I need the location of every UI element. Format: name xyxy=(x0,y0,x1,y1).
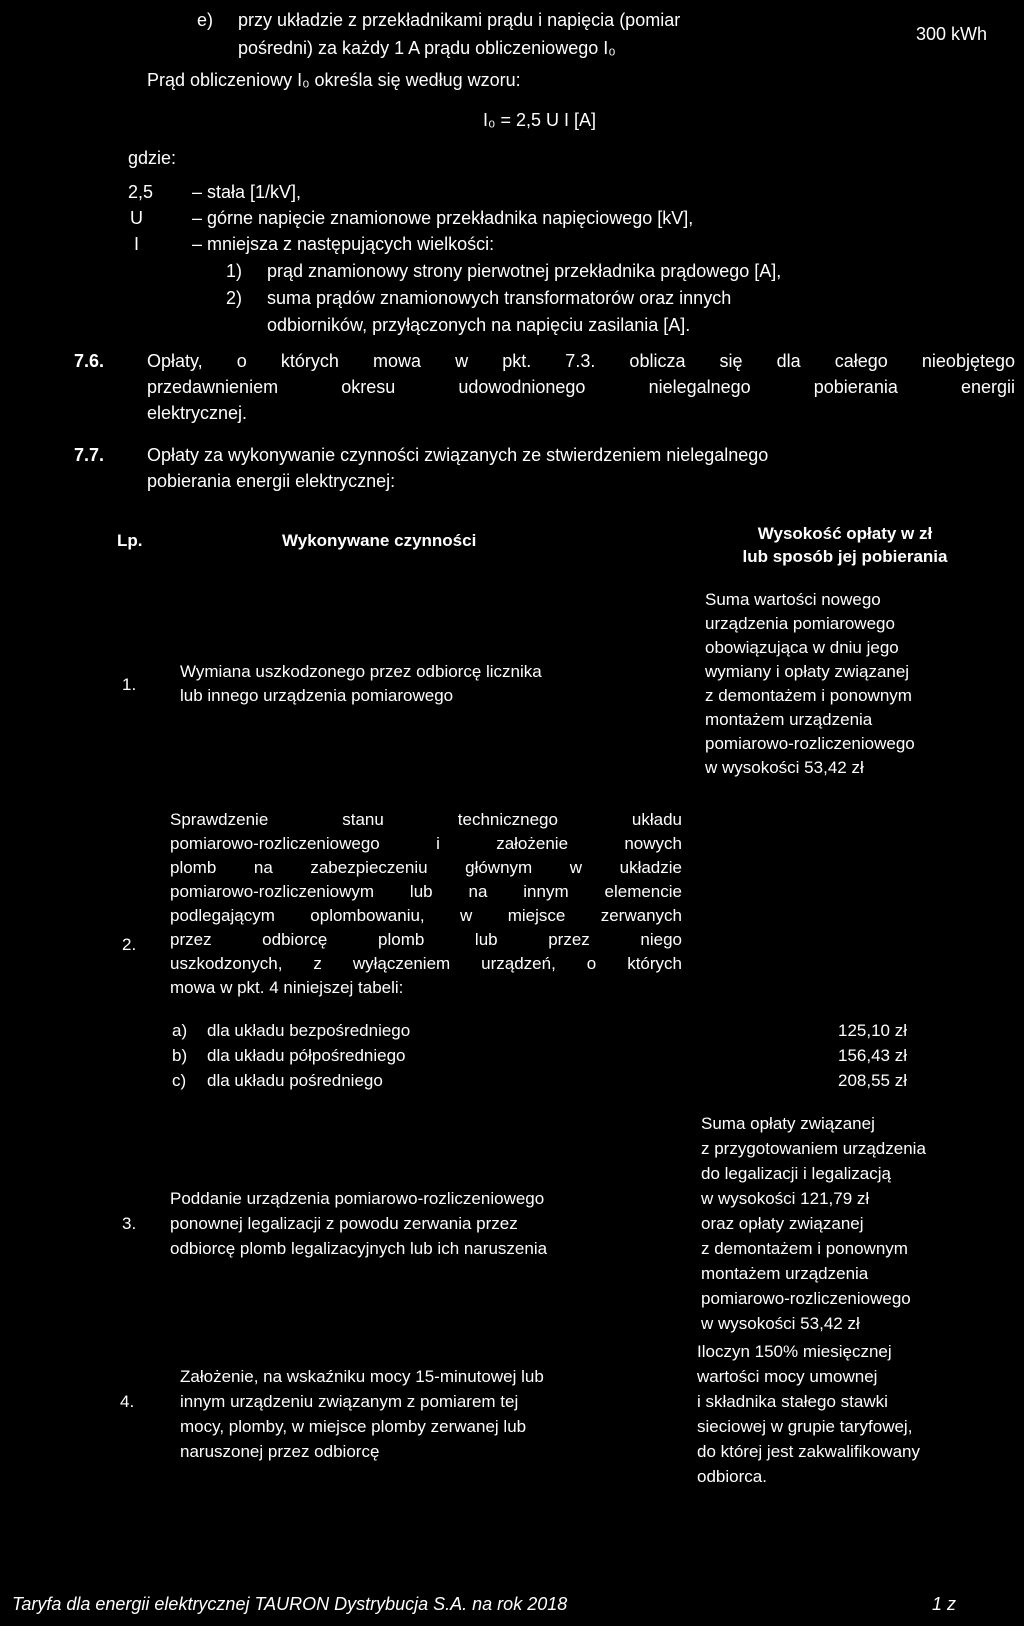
footer-title: Taryfa dla energii elektrycznej TAURON Dystrybucja S.A. na rok 2018 xyxy=(12,1594,568,1614)
row2-sub-b-text: dla układu półpośredniego xyxy=(207,1046,406,1065)
row4-fee-line: Iloczyn 150% miesięcznej xyxy=(697,1342,892,1361)
row2-sub-b-marker: b) xyxy=(172,1046,188,1065)
row4-lp: 4. xyxy=(120,1392,135,1411)
table-header-fee-line1: Wysokość opłaty w zł xyxy=(757,524,933,543)
row1-fee-line: pomiarowo-rozliczeniowego xyxy=(705,734,915,753)
row4-fee-line: odbiorca. xyxy=(697,1467,767,1486)
row1-fee-line: z demontażem i ponownym xyxy=(705,686,912,705)
def-sym-i: I xyxy=(134,234,140,254)
def-text-stala: – stała [1/kV], xyxy=(192,182,302,202)
row2-action-line: uszkodzonych, z wyłączeniem urządzeń, o których xyxy=(170,954,682,973)
def-sym-u: U xyxy=(130,208,143,228)
def-sym-stala: 2,5 xyxy=(128,182,154,202)
formula-intro: Prąd obliczeniowy I₀ określa się według wzoru: xyxy=(147,70,521,90)
row4-fee-line: sieciowej w grupie taryfowej, xyxy=(697,1417,913,1436)
row3-action-line: Poddanie urządzenia pomiarowo-rozliczeniowego xyxy=(170,1189,545,1208)
row3-fee-line: w wysokości 121,79 zł xyxy=(701,1189,870,1208)
row1-fee-line: Suma wartości nowego xyxy=(705,590,881,609)
row3-action-line: odbiorcę plomb legalizacyjnych lub ich naruszenia xyxy=(170,1239,548,1258)
row2-sub-a-marker: a) xyxy=(172,1021,188,1040)
p76-line1: Opłaty, o których mowa w pkt. 7.3. oblicza się dla całego nieobjętego xyxy=(147,351,1015,371)
def-text-u: – górne napięcie znamionowe przekładnika napięciowego [kV], xyxy=(192,208,694,228)
table-header-lp: Lp. xyxy=(117,531,143,550)
row2-action-line: Sprawdzenie stanu technicznego układu xyxy=(170,810,682,829)
row3-action-line: ponownej legalizacji z powodu zerwania przez xyxy=(170,1214,518,1233)
row4-fee-line: do której jest zakwalifikowany xyxy=(697,1442,920,1461)
row2-action-line: pomiarowo-rozliczeniowego i założenie nowych xyxy=(170,834,682,853)
item-e-value: 300 kWh xyxy=(916,24,988,44)
row3-fee-line: do legalizacji i legalizacją xyxy=(701,1164,891,1183)
row1-fee-line: obowiązująca w dniu jego xyxy=(705,638,899,657)
sub1-marker: 1) xyxy=(226,261,243,281)
row2-sub-a-text: dla układu bezpośredniego xyxy=(207,1021,411,1040)
row2-action-line: pomiarowo-rozliczeniowym lub na innym elemencie xyxy=(170,882,682,901)
row1-lp: 1. xyxy=(122,675,137,694)
row2-action-line: plomb na zabezpieczeniu głównym w układzie xyxy=(170,858,682,877)
row3-fee-line: Suma opłaty związanej xyxy=(701,1114,875,1133)
sub2-marker: 2) xyxy=(226,288,243,308)
row1-action-line: lub innego urządzenia pomiarowego xyxy=(180,686,454,705)
row2-sub-a-value: 125,10 zł xyxy=(838,1021,907,1040)
p76-line3: elektrycznej. xyxy=(147,403,248,423)
row3-fee-line: montażem urządzenia xyxy=(701,1264,869,1283)
table-header-fee-line2: lub sposób jej pobierania xyxy=(742,547,948,566)
row1-fee-line: montażem urządzenia xyxy=(705,710,873,729)
row2-action-line: podlegającym oplombowaniu, w miejsce zerwanych xyxy=(170,906,682,925)
row2-action-line: przez odbiorcę plomb lub przez niego xyxy=(170,930,682,949)
row2-lp: 2. xyxy=(122,935,137,954)
p77-number: 7.7. xyxy=(74,445,105,465)
sub2-line2: odbiorników, przyłączonych na napięciu zasilania [A]. xyxy=(267,315,691,335)
formula-expression: I₀ = 2,5 U I [A] xyxy=(483,110,597,130)
p77-line2: pobierania energii elektrycznej: xyxy=(147,471,396,491)
p76-line2: przedawnieniem okresu udowodnionego nielegalnego pobierania energii xyxy=(147,377,1015,397)
p76-number: 7.6. xyxy=(74,351,105,371)
row2-sub-c-marker: c) xyxy=(172,1071,187,1090)
row4-action-line: naruszonej przez odbiorcę xyxy=(180,1442,380,1461)
row3-fee-line: oraz opłaty związanej xyxy=(701,1214,864,1233)
row4-action-line: innym urządzeniu związanym z pomiarem tej xyxy=(180,1392,519,1411)
sub1-text: prąd znamionowy strony pierwotnej przekładnika prądowego [A], xyxy=(267,261,782,281)
row4-fee-line: wartości mocy umownej xyxy=(697,1367,878,1386)
where-label: gdzie: xyxy=(128,148,177,168)
item-e-line1: przy układzie z przekładnikami prądu i napięcia (pomiar xyxy=(238,10,681,30)
row2-sub-b-value: 156,43 zł xyxy=(838,1046,907,1065)
row3-fee-line: w wysokości 53,42 zł xyxy=(701,1314,860,1333)
row2-sub-c-value: 208,55 zł xyxy=(838,1071,907,1090)
def-text-i: – mniejsza z następujących wielkości: xyxy=(192,234,495,254)
row3-fee-line: z przygotowaniem urządzenia xyxy=(701,1139,926,1158)
item-e-marker: e) xyxy=(197,10,214,30)
row2-action-line: mowa w pkt. 4 niniejszej tabeli: xyxy=(170,978,404,997)
row4-fee-line: i składnika stałego stawki xyxy=(697,1392,888,1411)
row1-fee-line: w wysokości 53,42 zł xyxy=(705,758,864,777)
row3-lp: 3. xyxy=(122,1214,137,1233)
row3-fee-line: z demontażem i ponownym xyxy=(701,1239,908,1258)
item-e-line2: pośredni) za każdy 1 A prądu obliczeniowego I₀ xyxy=(238,38,616,58)
footer-page: 1 z xyxy=(932,1594,957,1614)
row1-fee-line: urządzenia pomiarowego xyxy=(705,614,895,633)
row2-sub-c-text: dla układu pośredniego xyxy=(207,1071,383,1090)
sub2-line1: suma prądów znamionowych transformatorów oraz innych xyxy=(267,288,732,308)
table-header-action: Wykonywane czynności xyxy=(282,531,477,550)
row1-fee-line: wymiany i opłaty związanej xyxy=(705,662,910,681)
row3-fee-line: pomiarowo-rozliczeniowego xyxy=(701,1289,911,1308)
p77-line1: Opłaty za wykonywanie czynności związanych ze stwierdzeniem nielegalnego xyxy=(147,445,769,465)
row4-action-line: mocy, plomby, w miejsce plomby zerwanej lub xyxy=(180,1417,527,1436)
row4-action-line: Założenie, na wskaźniku mocy 15-minutowej lub xyxy=(180,1367,544,1386)
row1-action-line: Wymiana uszkodzonego przez odbiorcę licznika xyxy=(180,662,542,681)
